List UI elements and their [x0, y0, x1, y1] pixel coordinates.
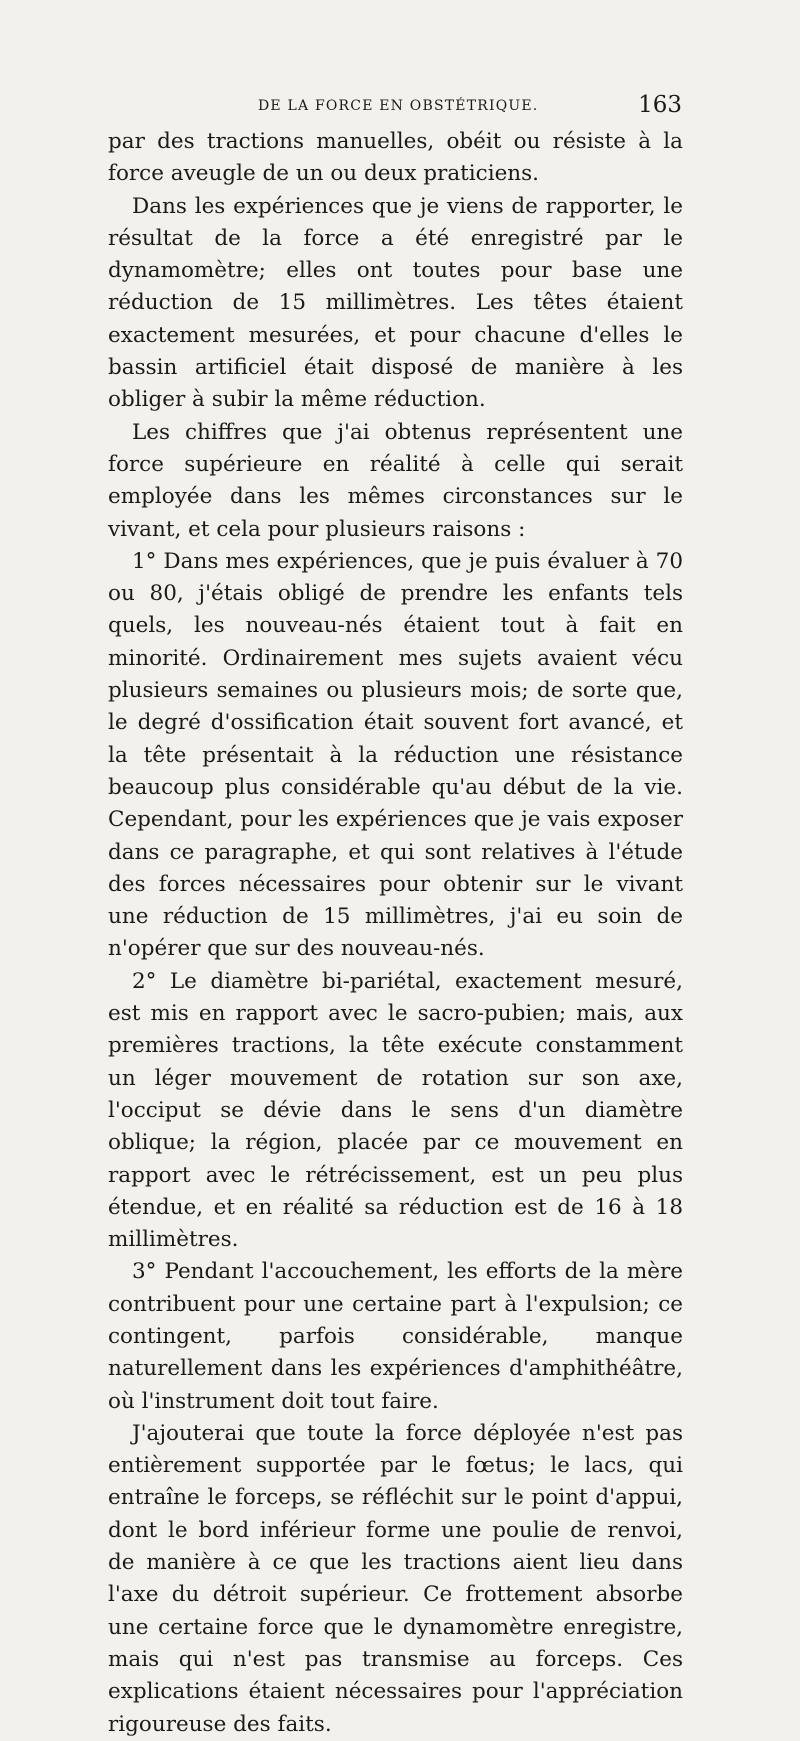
paragraph-friction: J'ajouterai que toute la force déployée n'est pas entièrement supportée par le fœtus; le lacs, qui entraîne le forceps, se réfléchit sur le point d'appui, dont le bord inférieur forme une poulie de renvoi, de manière à ce que les tractions aient lieu dans l'axe du détroit supérieur. Ce frottement absorbe une certaine force que le dynamomètre enregistre, mais qui n'est pas transmise au forceps. Ces explications étaient nécessaires pour l'appréciation rigoureuse des faits. [108, 1420, 683, 1737]
paragraph-reason-1: 1° Dans mes expériences, que je puis évaluer à 70 ou 80, j'étais obligé de prendre les enfants tels quels, les nouveau-nés étaient tout à fait en minorité. Ordinairement mes sujets avaient vécu plusieurs semaines ou plusieurs mois; de sorte que, le degré d'ossification était souvent fort avancé, et la tête présentait à la réduction une résistance beaucoup plus considérable qu'au début de la vie. Cependant, pour les expériences que je vais exposer dans ce paragraphe, et qui sont relatives à l'étude des forces nécessaires pour obtenir sur le vivant une réduction de 15 millimètres, j'ai eu soin de n'opérer que sur des nouveau-nés. [108, 548, 683, 962]
paragraph-reason-2: 2° Le diamètre bi-pariétal, exactement mesuré, est mis en rapport avec le sacro-pubien; mais, aux premières tractions, la tête exécute constamment un léger mouvement de rotation sur son axe, l'occiput se dévie dans le sens d'un diamètre oblique; la région, placée par ce mouvement en rapport avec le rétrécissement, est un peu plus étendue, et en réalité sa réduction est de 16 à 18 millimètres. [108, 968, 683, 1253]
page-header [108, 92, 682, 122]
page-body [108, 126, 683, 1741]
paragraph-continued: par des tractions manuelles, obéit ou résiste à la force aveugle de un ou deux praticiens. [108, 129, 683, 187]
page-number: 163 [638, 92, 682, 118]
paragraph-reason-3: 3° Pendant l'accouchement, les efforts de la mère contribuent pour une certaine part à l'expulsion; ce contingent, parfois considérable, manque naturellement dans les expériences d'amphithéâtre, où l'instrument doit tout faire. [108, 1259, 683, 1414]
paragraph-dynamometer: Dans les expériences que je viens de rapporter, le résultat de la force a été enregistré par le dynamomètre; elles ont toutes pour base une réduction de 15 millimètres. Les têtes étaient exactement mesurées, et pour chacune d'elles le bassin artificiel était disposé de manière à les obliger à subir la même réduction. [108, 193, 683, 413]
running-title: DE LA FORCE EN OBSTÉTRIQUE. [258, 98, 539, 114]
paragraph-reasons: Les chiffres que j'ai obtenus représentent une force supérieure en réalité à celle qui serait employée dans les mêmes circonstances sur le vivant, et cela pour plusieurs raisons : [108, 419, 683, 542]
